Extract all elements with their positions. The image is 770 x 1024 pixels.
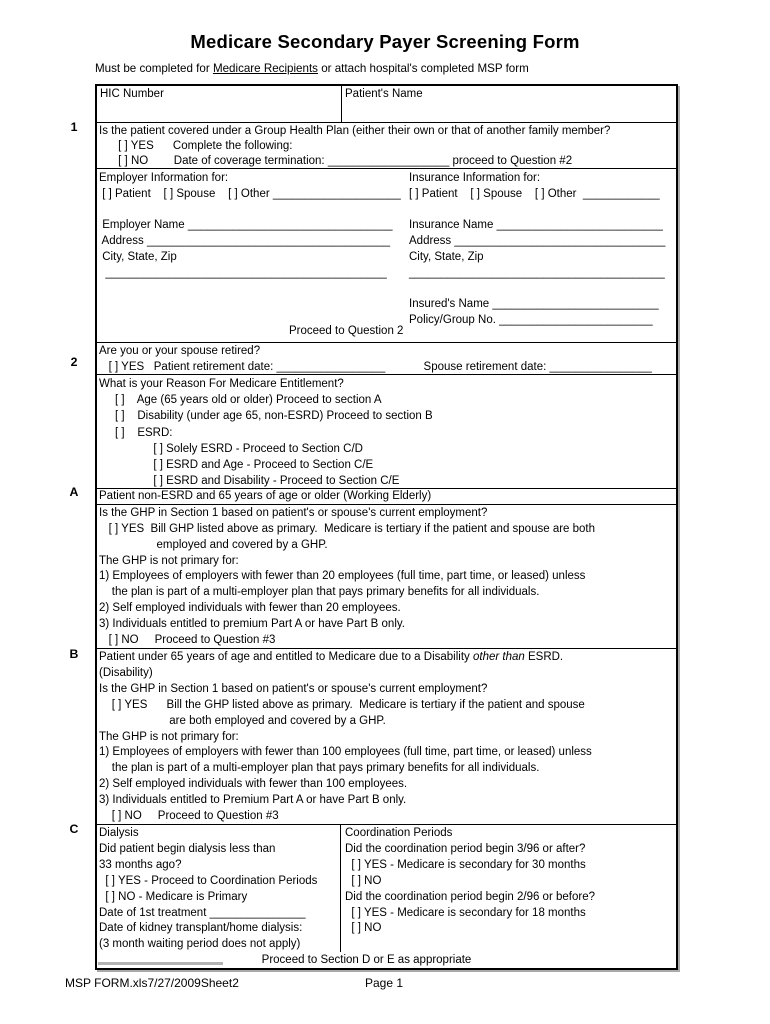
- proceed-to-question-2: Proceed to Question 2: [289, 325, 404, 338]
- text-line: are both employed and covered by a GHP.: [99, 714, 386, 727]
- checkbox-line[interactable]: [ ] ESRD:: [99, 426, 173, 439]
- fill-line[interactable]: Date of 1st treatment _______________: [99, 906, 306, 919]
- checkbox-line[interactable]: [ ] Solely ESRD - Proceed to Section C/D: [99, 442, 363, 455]
- checkbox-line[interactable]: [ ] YES - Proceed to Coordination Periods: [99, 874, 318, 887]
- section-a-header-text: Patient non-ESRD and 65 years of age or older (Working Elderly): [99, 490, 432, 502]
- checkbox-line[interactable]: [ ] Age (65 years old or older) Proceed to section A: [99, 394, 382, 407]
- section-b-title-line: [99, 650, 674, 666]
- fill-line[interactable]: ____________________________________________: [99, 266, 387, 279]
- section-c-columns: [97, 825, 676, 952]
- question-1-row: [97, 122, 676, 168]
- fill-line[interactable]: Insured's Name __________________________: [409, 298, 659, 311]
- gray-underline: [98, 962, 223, 965]
- checkbox-line[interactable]: [ ] NO - Medicare is Primary: [99, 890, 248, 903]
- side-label-section-b: B: [69, 647, 79, 661]
- page-title: Medicare Secondary Payer Screening Form: [190, 31, 580, 52]
- entitlement-row: [97, 374, 676, 488]
- checkbox-line[interactable]: [ ] NO: [345, 874, 382, 887]
- section-b-lines: [99, 666, 674, 825]
- hic-number-label: HIC Number: [100, 88, 164, 100]
- footer-page-label: Page 1: [365, 976, 404, 990]
- fill-line[interactable]: Address ______________________________________: [99, 235, 390, 248]
- text-line: [409, 282, 665, 298]
- checkbox-line[interactable]: [ ] NO Proceed to Question #3: [99, 810, 279, 823]
- text-line: The GHP is not primary for:: [99, 730, 239, 743]
- text-line: Date of kidney transplant/home dialysis:: [99, 922, 303, 935]
- side-label-question-1: 1: [70, 120, 78, 134]
- section-b-title-italic: other than: [472, 651, 525, 663]
- section-b-title-pre: Patient under 65 years of age and entitled to Medicare due to a Disability: [99, 651, 473, 663]
- text-line: City, State, Zip: [99, 250, 177, 263]
- text-line: the plan is part of a multi-employer plan that pays primary benefits for all individuals.: [99, 762, 540, 775]
- insurance-info-column: [409, 171, 665, 329]
- side-label-section-c: C: [69, 822, 79, 836]
- fill-line[interactable]: ________________________________________: [409, 266, 665, 279]
- text-line: 3) Individuals entitled to premium Part A or have Part B only.: [99, 617, 405, 630]
- text-line: City, State, Zip: [409, 250, 484, 263]
- fill-line[interactable]: Policy/Group No. ________________________: [409, 314, 653, 327]
- form-subtitle: [95, 62, 529, 75]
- text-line: Employer Information for:: [99, 172, 229, 184]
- dialysis-column: [97, 825, 340, 952]
- patient-name-field[interactable]: [342, 86, 676, 122]
- section-a-header-row: [97, 488, 676, 504]
- side-label-question-2: 2: [70, 355, 78, 369]
- text-line: 1) Employees of employers with fewer than 20 employees (full time, part time, or leased) unless: [99, 570, 586, 583]
- checkbox-line[interactable]: [ ] YES Bill GHP listed above as primary. Medicare is tertiary if the patient and spouse are both: [99, 522, 596, 535]
- text-line: Is the GHP in Section 1 based on patient's or spouse's current employment?: [99, 507, 488, 519]
- checkbox-line[interactable]: [ ] Patient [ ] Spouse [ ] Other ____________: [409, 187, 660, 200]
- text-line: 3) Individuals entitled to Premium Part A or have Part B only.: [99, 794, 407, 807]
- subtitle-post: or attach hospital's completed MSP form: [317, 62, 529, 75]
- subtitle-underlined-text: Medicare Recipients: [212, 62, 318, 75]
- text-line: employed and covered by a GHP.: [99, 538, 328, 551]
- employer-info-column: [99, 171, 401, 282]
- checkbox-line[interactable]: [ ] YES Bill the GHP listed above as primary. Medicare is tertiary if the patient and spouse: [99, 698, 585, 711]
- section-b-body: [97, 648, 676, 824]
- text-line: [99, 203, 401, 219]
- checkbox-line[interactable]: [ ] YES - Medicare is secondary for 30 months: [345, 858, 586, 871]
- coordination-periods-column: [340, 825, 676, 952]
- checkbox-line[interactable]: [ ] ESRD and Age - Proceed to Section C/E: [99, 459, 374, 472]
- employer-insurance-row: [97, 168, 676, 342]
- footer-file-label: MSP FORM.xls7/27/2009Sheet2: [65, 976, 239, 990]
- text-line: Dialysis: [99, 827, 139, 839]
- checkbox-line[interactable]: [ ] YES Patient retirement date: _________________ Spouse retirement date: ________________: [99, 360, 652, 373]
- text-line: What is your Reason For Medicare Entitlement?: [99, 378, 344, 390]
- text-line: The GHP is not primary for:: [99, 554, 239, 567]
- header-row: [97, 86, 676, 122]
- checkbox-line[interactable]: [ ] YES Complete the following:: [99, 140, 293, 152]
- text-line: [409, 203, 665, 219]
- checkbox-line[interactable]: [ ] NO: [345, 922, 382, 935]
- text-line: Are you or your spouse retired?: [99, 345, 261, 357]
- text-line: Did the coordination period begin 3/96 or after?: [345, 842, 586, 855]
- text-line: Is the patient covered under a Group Health Plan (either their own or that of another family member?: [99, 125, 611, 137]
- text-line: the plan is part of a multi-employer plan that pays primary benefits for all individuals.: [99, 586, 540, 599]
- proceed-to-section-d-e: Proceed to Section D or E as appropriate: [261, 954, 472, 966]
- text-line: Did patient begin dialysis less than: [99, 842, 276, 855]
- hic-number-field[interactable]: [97, 86, 342, 122]
- text-line: Insurance Information for:: [409, 172, 541, 184]
- text-line: Did the coordination period begin 2/96 or before?: [345, 890, 595, 903]
- checkbox-line[interactable]: [ ] Patient [ ] Spouse [ ] Other ____________________: [99, 187, 401, 200]
- subtitle-pre: Must be completed for: [95, 62, 213, 75]
- side-label-section-a: A: [69, 485, 79, 499]
- text-line: (Disability): [99, 666, 153, 679]
- text-line: 1) Employees of employers with fewer than 100 employees (full time, part time, or leased) unless: [99, 746, 592, 759]
- checkbox-line[interactable]: [ ] NO Date of coverage termination: ___________________ proceed to Question #2: [99, 155, 573, 167]
- section-b-title-post: ESRD.: [524, 651, 564, 663]
- text-line: 33 months ago?: [99, 858, 182, 871]
- fill-line[interactable]: Address _________________________________: [409, 235, 666, 248]
- checkbox-line[interactable]: [ ] YES - Medicare is secondary for 18 months: [345, 906, 586, 919]
- msp-form-table: [95, 84, 678, 970]
- checkbox-line[interactable]: [ ] NO Proceed to Question #3: [99, 633, 276, 646]
- fill-line[interactable]: Employer Name ________________________________: [99, 219, 393, 232]
- text-line: Coordination Periods: [345, 827, 453, 839]
- section-a-body: [97, 504, 676, 648]
- checkbox-line[interactable]: [ ] ESRD and Disability - Proceed to Section C/E: [99, 475, 400, 488]
- text-line: Is the GHP in Section 1 based on patient's or spouse's current employment?: [99, 682, 488, 695]
- fill-line[interactable]: Insurance Name __________________________: [409, 219, 663, 232]
- patient-name-label: Patient's Name: [345, 88, 423, 100]
- text-line: 2) Self employed individuals with fewer than 100 employees.: [99, 778, 408, 791]
- section-c-row: [97, 824, 676, 968]
- text-line: (3 month waiting period does not apply): [99, 938, 301, 951]
- checkbox-line[interactable]: [ ] Disability (under age 65, non-ESRD) Proceed to section B: [99, 410, 433, 423]
- question-2-row: [97, 342, 676, 374]
- text-line: 2) Self employed individuals with fewer than 20 employees.: [99, 602, 401, 615]
